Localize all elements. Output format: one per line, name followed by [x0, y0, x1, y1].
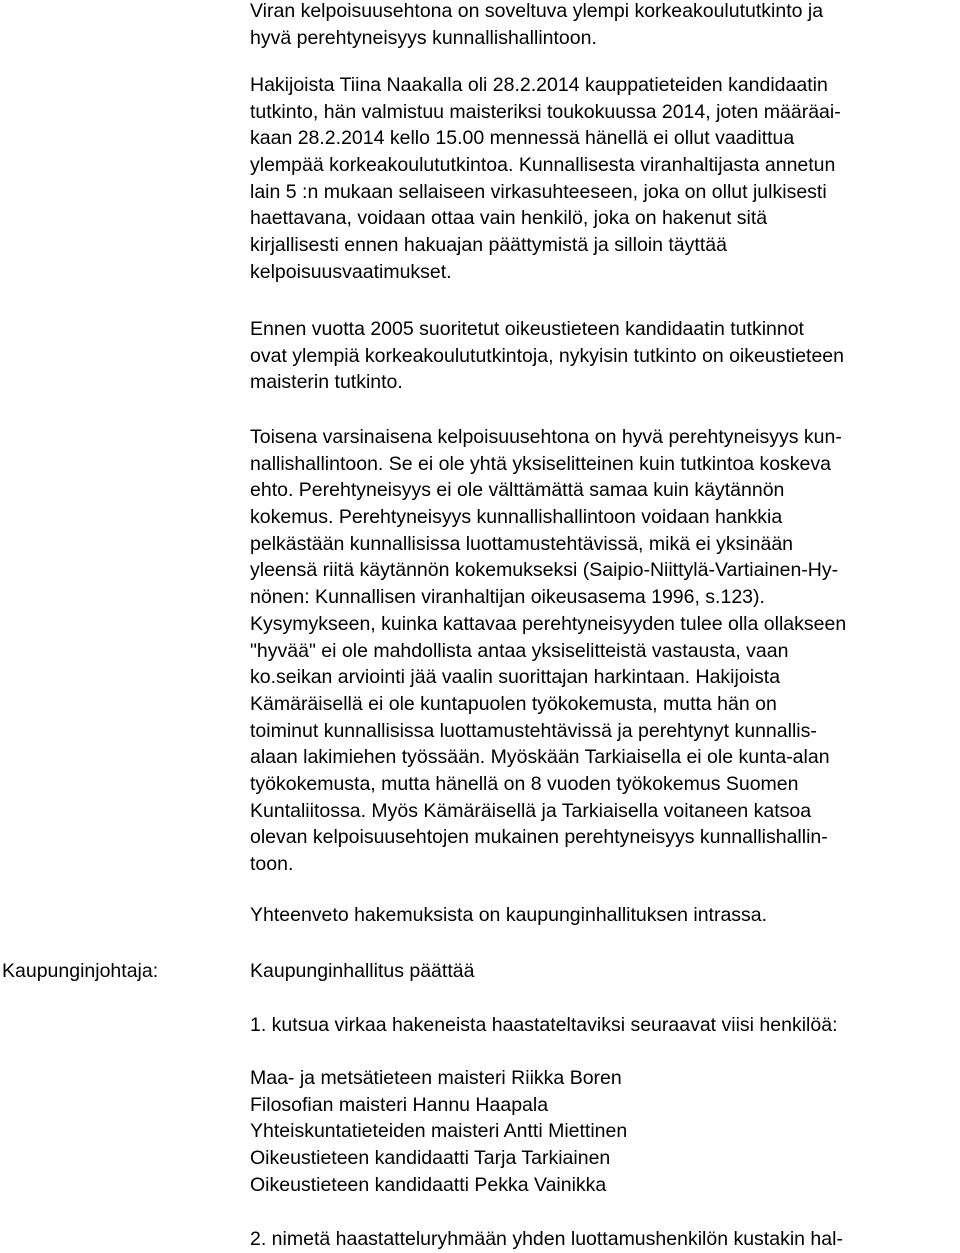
- text-line: kirjallisesti ennen hakuajan päättymistä ja silloin täyttää: [250, 234, 727, 257]
- text-line: toiminut kunnallisissa luottamustehtävissä ja perehtynyt kunnallis-: [250, 719, 817, 742]
- intro-paragraph: [250, 0, 960, 51]
- text-line: kokemus. Perehtyneisyys kunnallishallintoon voidaan hankkia: [250, 506, 783, 529]
- text-line: nallishallintoon. Se ei ole yhtä yksiselitteinen kuin tutkintoa koskeva: [250, 452, 832, 475]
- text-line: yleensä riitä käytännön kokemukseksi (Saipio-Niittylä-Vartiainen-Hy-: [250, 559, 839, 582]
- text-line: Ennen vuotta 2005 suoritetut oikeustieteen kandidaatin tutkinnot: [250, 318, 804, 340]
- degree-paragraph: [250, 316, 960, 396]
- text-line: alaan lakimiehen työssään. Myöskään Tarkiaisella ei ole kunta-alan: [250, 746, 830, 769]
- decision-item-text: 2. nimetä haastatteluryhmään yhden luottamushenkilön kustakin hal-: [250, 1228, 843, 1250]
- decision-item-text: 1. kutsua virkaa hakeneista haastateltaviksi seuraavat viisi henkilöä:: [250, 1014, 838, 1036]
- decision-heading-block: [250, 958, 960, 985]
- presenter-label: Kaupunginjohtaja:: [2, 960, 159, 982]
- text-line: kelpoisuusvaatimukset.: [250, 260, 452, 283]
- text-line: olevan kelpoisuusehtojen mukainen perehtyneisyys kunnallishallin-: [250, 826, 828, 849]
- candidate-item: Oikeustieteen kandidaatti Tarja Tarkiainen: [250, 1147, 611, 1170]
- text-line: pelkästään kunnallisissa luottamustehtävissä, mikä ei yksinään: [250, 532, 794, 555]
- text-line: maisterin tutkinto.: [250, 371, 403, 394]
- text-line: toon.: [250, 853, 294, 875]
- summary-paragraph: [250, 902, 960, 929]
- text-line: ovat ylempiä korkeakoulututkintoja, nykyisin tutkinto on oikeustieteen: [250, 344, 844, 367]
- candidate-item: Filosofian maisteri Hannu Haapala: [250, 1093, 549, 1116]
- text-line: ehto. Perehtyneisyys ei ole välttämättä samaa kuin käytännön: [250, 479, 785, 502]
- text-line: kaan 28.2.2014 kello 15.00 mennessä hänellä ei ollut vaadittua: [250, 127, 795, 150]
- candidate-item: Yhteiskuntatieteiden maisteri Antti Miettinen: [250, 1120, 628, 1143]
- candidate-item: Maa- ja metsätieteen maisteri Riikka Boren: [250, 1067, 622, 1089]
- decision-heading: Kaupunginhallitus päättää: [250, 960, 475, 982]
- text-line: hyvä perehtyneisyys kunnallishallintoon.: [250, 26, 597, 49]
- candidate-list: [250, 1065, 960, 1198]
- text-line: Hakijoista Tiina Naakalla oli 28.2.2014 kauppatieteiden kandidaatin: [250, 74, 828, 96]
- text-line: Viran kelpoisuusehtona on soveltuva ylempi korkeakoulututkinto ja: [250, 0, 824, 22]
- text-line: lain 5 :n mukaan sellaiseen virkasuhteeseen, joka on ollut julkisesti: [250, 180, 827, 203]
- text-line: haettavana, voidaan ottaa vain henkilö, joka on hakenut sitä: [250, 207, 768, 230]
- summary-line: Yhteenveto hakemuksista on kaupunginhallituksen intrassa.: [250, 904, 768, 926]
- text-line: Kysymykseen, kuinka kattavaa perehtyneisyyden tulee olla ollakseen: [250, 612, 847, 635]
- decision-item-2: [250, 1226, 960, 1253]
- applicants-paragraph: [250, 72, 960, 286]
- text-line: ko.seikan arviointi jää vaalin suorittajan harkintaan. Hakijoista: [250, 666, 781, 689]
- text-line: ylempää korkeakoulututkintoa. Kunnallisesta viranhaltijasta annetun: [250, 154, 836, 177]
- text-line: Toisena varsinaisena kelpoisuusehtona on hyvä perehtyneisyys kun-: [250, 426, 842, 448]
- text-line: Kuntaliitossa. Myös Kämäräisellä ja Tarkiaisella voitaneen katsoa: [250, 799, 812, 822]
- text-line: nönen: Kunnallisen viranhaltijan oikeusasema 1996, s.123).: [250, 586, 765, 609]
- decision-item-1: [250, 1012, 960, 1039]
- text-line: työkokemusta, mutta hänellä on 8 vuoden työkokemus Suomen: [250, 772, 799, 795]
- text-line: "hyvää" ei ole mahdollista antaa yksiselitteistä vastausta, vaan: [250, 639, 789, 662]
- text-line: tutkinto, hän valmistuu maisteriksi toukokuussa 2014, joten määräai-: [250, 100, 841, 123]
- text-line: Kämäräisellä ei ole kuntapuolen työkokemusta, mutta hän on: [250, 692, 777, 715]
- candidate-item: Oikeustieteen kandidaatti Pekka Vainikka: [250, 1173, 607, 1196]
- experience-paragraph: [250, 424, 960, 878]
